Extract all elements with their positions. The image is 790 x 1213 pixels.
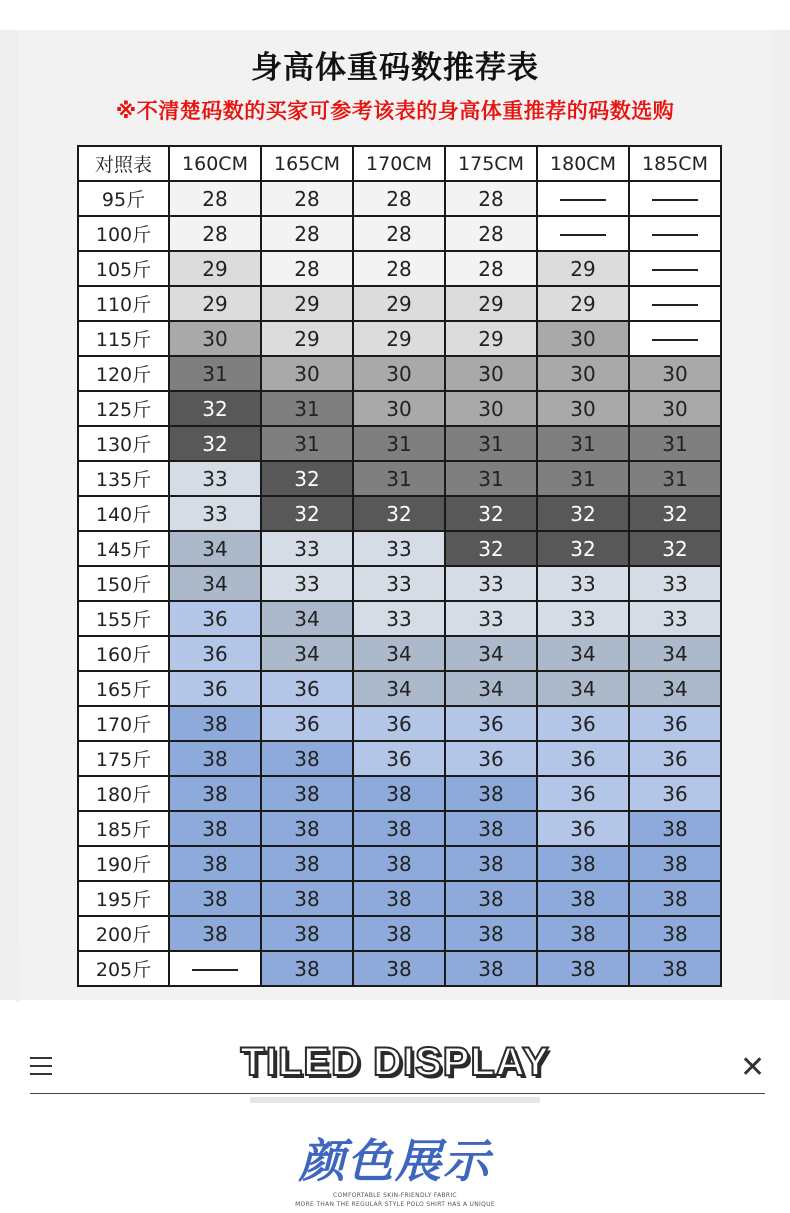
table-row [78,916,721,951]
size-unavailable [629,286,721,321]
size-cell: 28 [169,181,261,216]
chart-title: 身高体重码数推荐表 [251,50,539,86]
size-cell: 29 [261,321,353,356]
size-recommendation-table [77,145,722,987]
weight-label: 125斤 [78,391,169,426]
size-cell: 33 [445,601,537,636]
table-row [78,566,721,601]
weight-label: 150斤 [78,566,169,601]
size-cell: 36 [629,741,721,776]
size-cell: 38 [169,916,261,951]
size-cell: 31 [353,461,445,496]
size-cell: 38 [537,881,629,916]
weight-label: 145斤 [78,531,169,566]
size-cell: 38 [353,916,445,951]
size-cell: 30 [169,321,261,356]
size-cell: 38 [353,881,445,916]
size-cell: 28 [353,216,445,251]
table-row [78,216,721,251]
weight-label: 155斤 [78,601,169,636]
weight-label: 130斤 [78,426,169,461]
size-cell: 38 [261,741,353,776]
size-cell: 31 [445,426,537,461]
size-cell: 33 [169,496,261,531]
size-cell: 31 [629,461,721,496]
size-unavailable [169,951,261,986]
size-cell: 38 [261,846,353,881]
table-row [78,636,721,671]
size-cell: 38 [261,951,353,986]
size-cell: 29 [261,286,353,321]
size-cell: 32 [629,496,721,531]
size-cell: 29 [445,286,537,321]
table-row [78,881,721,916]
size-cell: 36 [537,776,629,811]
size-cell: 38 [629,811,721,846]
height-header: 175CM [445,146,537,181]
size-cell: 31 [261,391,353,426]
size-cell: 32 [261,496,353,531]
size-cell: 31 [537,461,629,496]
height-header: 165CM [261,146,353,181]
size-cell: 28 [445,181,537,216]
size-cell: 33 [629,601,721,636]
weight-label: 165斤 [78,671,169,706]
size-cell: 30 [445,356,537,391]
weight-label: 175斤 [78,741,169,776]
dash-mark [652,339,698,341]
size-cell: 36 [629,706,721,741]
table-row [78,496,721,531]
size-cell: 36 [445,706,537,741]
weight-label: 95斤 [78,181,169,216]
dash-mark [652,304,698,306]
table-row [78,671,721,706]
size-cell: 29 [353,321,445,356]
size-cell: 30 [629,391,721,426]
size-cell: 36 [537,706,629,741]
size-cell: 38 [353,811,445,846]
size-cell: 28 [445,216,537,251]
height-header: 185CM [629,146,721,181]
size-cell: 33 [629,566,721,601]
table-row [78,181,721,216]
dash-mark [192,969,238,971]
height-header: 170CM [353,146,445,181]
table-row [78,251,721,286]
size-cell: 38 [169,881,261,916]
tagline: MORE THAN THE REGULAR STYLE POLO SHIRT HAS A UNIQUE [295,1201,495,1208]
size-cell: 38 [629,846,721,881]
size-cell: 38 [169,741,261,776]
size-cell: 34 [169,531,261,566]
weight-label: 140斤 [78,496,169,531]
size-cell: 38 [261,776,353,811]
size-cell: 28 [445,251,537,286]
table-row [78,461,721,496]
size-cell: 38 [261,916,353,951]
size-cell: 36 [353,741,445,776]
size-cell: 30 [629,356,721,391]
size-cell: 36 [537,811,629,846]
size-cell: 34 [261,601,353,636]
size-cell: 29 [169,251,261,286]
size-unavailable [537,181,629,216]
table-row [78,531,721,566]
decorative-bar [16,942,20,1002]
dash-mark [560,234,606,236]
size-cell: 36 [445,741,537,776]
height-header: 180CM [537,146,629,181]
size-cell: 32 [629,531,721,566]
weight-label: 185斤 [78,811,169,846]
size-cell: 36 [537,741,629,776]
size-cell: 38 [445,776,537,811]
weight-label: 110斤 [78,286,169,321]
size-cell: 32 [537,496,629,531]
size-cell: 34 [537,636,629,671]
size-cell: 28 [353,251,445,286]
size-cell: 34 [445,636,537,671]
size-cell: 29 [537,286,629,321]
table-row [78,601,721,636]
size-cell: 32 [169,426,261,461]
size-cell: 34 [261,636,353,671]
size-cell: 30 [537,356,629,391]
weight-label: 205斤 [78,951,169,986]
size-cell: 30 [537,321,629,356]
size-cell: 34 [537,671,629,706]
size-cell: 38 [169,811,261,846]
size-cell: 36 [169,601,261,636]
weight-label: 190斤 [78,846,169,881]
weight-label: 105斤 [78,251,169,286]
size-cell: 31 [629,426,721,461]
size-cell: 28 [261,251,353,286]
size-cell: 32 [169,391,261,426]
dash-mark [652,234,698,236]
weight-label: 115斤 [78,321,169,356]
weight-label: 170斤 [78,706,169,741]
size-cell: 38 [629,916,721,951]
size-cell: 34 [445,671,537,706]
size-cell: 33 [353,531,445,566]
table-row [78,776,721,811]
size-cell: 29 [537,251,629,286]
size-cell: 38 [537,951,629,986]
size-cell: 38 [445,881,537,916]
section-title: TILED DISPLAY [240,1040,550,1084]
size-cell: 34 [629,671,721,706]
size-cell: 33 [169,461,261,496]
table-body [78,181,721,986]
table-row [78,426,721,461]
size-cell: 32 [537,531,629,566]
size-cell: 30 [261,356,353,391]
size-cell: 31 [261,426,353,461]
chart-subtitle: ※不清楚码数的买家可参考该表的身高体重推荐的码数选购 [115,99,675,123]
size-unavailable [629,181,721,216]
size-cell: 32 [353,496,445,531]
weight-label: 180斤 [78,776,169,811]
color-display-title: 颜色展示 [299,1134,491,1188]
size-cell: 38 [169,706,261,741]
size-cell: 38 [537,916,629,951]
table-corner-label: 对照表 [78,146,169,181]
size-cell: 38 [445,811,537,846]
tagline: COMFORTABLE SKIN-FRIENDLY FABRIC [333,1192,457,1199]
table-row [78,741,721,776]
size-cell: 30 [353,391,445,426]
size-cell: 31 [169,356,261,391]
size-cell: 33 [537,601,629,636]
size-cell: 38 [629,951,721,986]
dash-mark [652,199,698,201]
table-row [78,951,721,986]
size-cell: 33 [537,566,629,601]
size-cell: 29 [169,286,261,321]
size-cell: 33 [445,566,537,601]
size-cell: 34 [169,566,261,601]
size-cell: 29 [353,286,445,321]
size-unavailable [629,216,721,251]
size-cell: 38 [353,951,445,986]
table-row [78,321,721,356]
size-unavailable [537,216,629,251]
size-cell: 32 [445,496,537,531]
size-cell: 28 [261,216,353,251]
size-unavailable [629,251,721,286]
weight-label: 100斤 [78,216,169,251]
table-row [78,706,721,741]
size-cell: 33 [353,566,445,601]
size-cell: 38 [353,776,445,811]
size-cell: 32 [261,461,353,496]
size-cell: 30 [353,356,445,391]
weight-label: 160斤 [78,636,169,671]
size-cell: 34 [629,636,721,671]
size-cell: 28 [353,181,445,216]
size-cell: 30 [445,391,537,426]
weight-label: 135斤 [78,461,169,496]
table-row [78,286,721,321]
size-cell: 36 [261,706,353,741]
size-cell: 33 [261,566,353,601]
weight-label: 200斤 [78,916,169,951]
size-cell: 28 [169,216,261,251]
size-cell: 34 [353,671,445,706]
size-cell: 33 [353,601,445,636]
size-unavailable [629,321,721,356]
size-cell: 36 [629,776,721,811]
size-cell: 33 [261,531,353,566]
size-cell: 38 [629,881,721,916]
divider-shadow [250,1097,540,1103]
table-row [78,356,721,391]
size-cell: 28 [261,181,353,216]
size-cell: 36 [169,671,261,706]
weight-label: 195斤 [78,881,169,916]
size-cell: 38 [261,881,353,916]
size-cell: 36 [261,671,353,706]
table-row [78,811,721,846]
size-cell: 30 [537,391,629,426]
size-cell: 38 [169,776,261,811]
height-header: 160CM [169,146,261,181]
table-header-row [78,146,721,181]
table-row [78,391,721,426]
size-cell: 34 [353,636,445,671]
size-cell: 38 [445,846,537,881]
size-cell: 38 [445,951,537,986]
section-divider [30,1093,765,1094]
size-cell: 38 [261,811,353,846]
size-cell: 32 [445,531,537,566]
dash-mark [560,199,606,201]
size-cell: 38 [537,846,629,881]
size-cell: 38 [169,846,261,881]
size-cell: 31 [445,461,537,496]
size-cell: 36 [353,706,445,741]
size-cell: 38 [353,846,445,881]
size-cell: 31 [353,426,445,461]
size-cell: 31 [537,426,629,461]
size-cell: 29 [445,321,537,356]
size-cell: 36 [169,636,261,671]
dash-mark [652,269,698,271]
weight-label: 120斤 [78,356,169,391]
table-row [78,846,721,881]
close-icon[interactable]: ✕ [740,1050,766,1085]
size-cell: 38 [445,916,537,951]
